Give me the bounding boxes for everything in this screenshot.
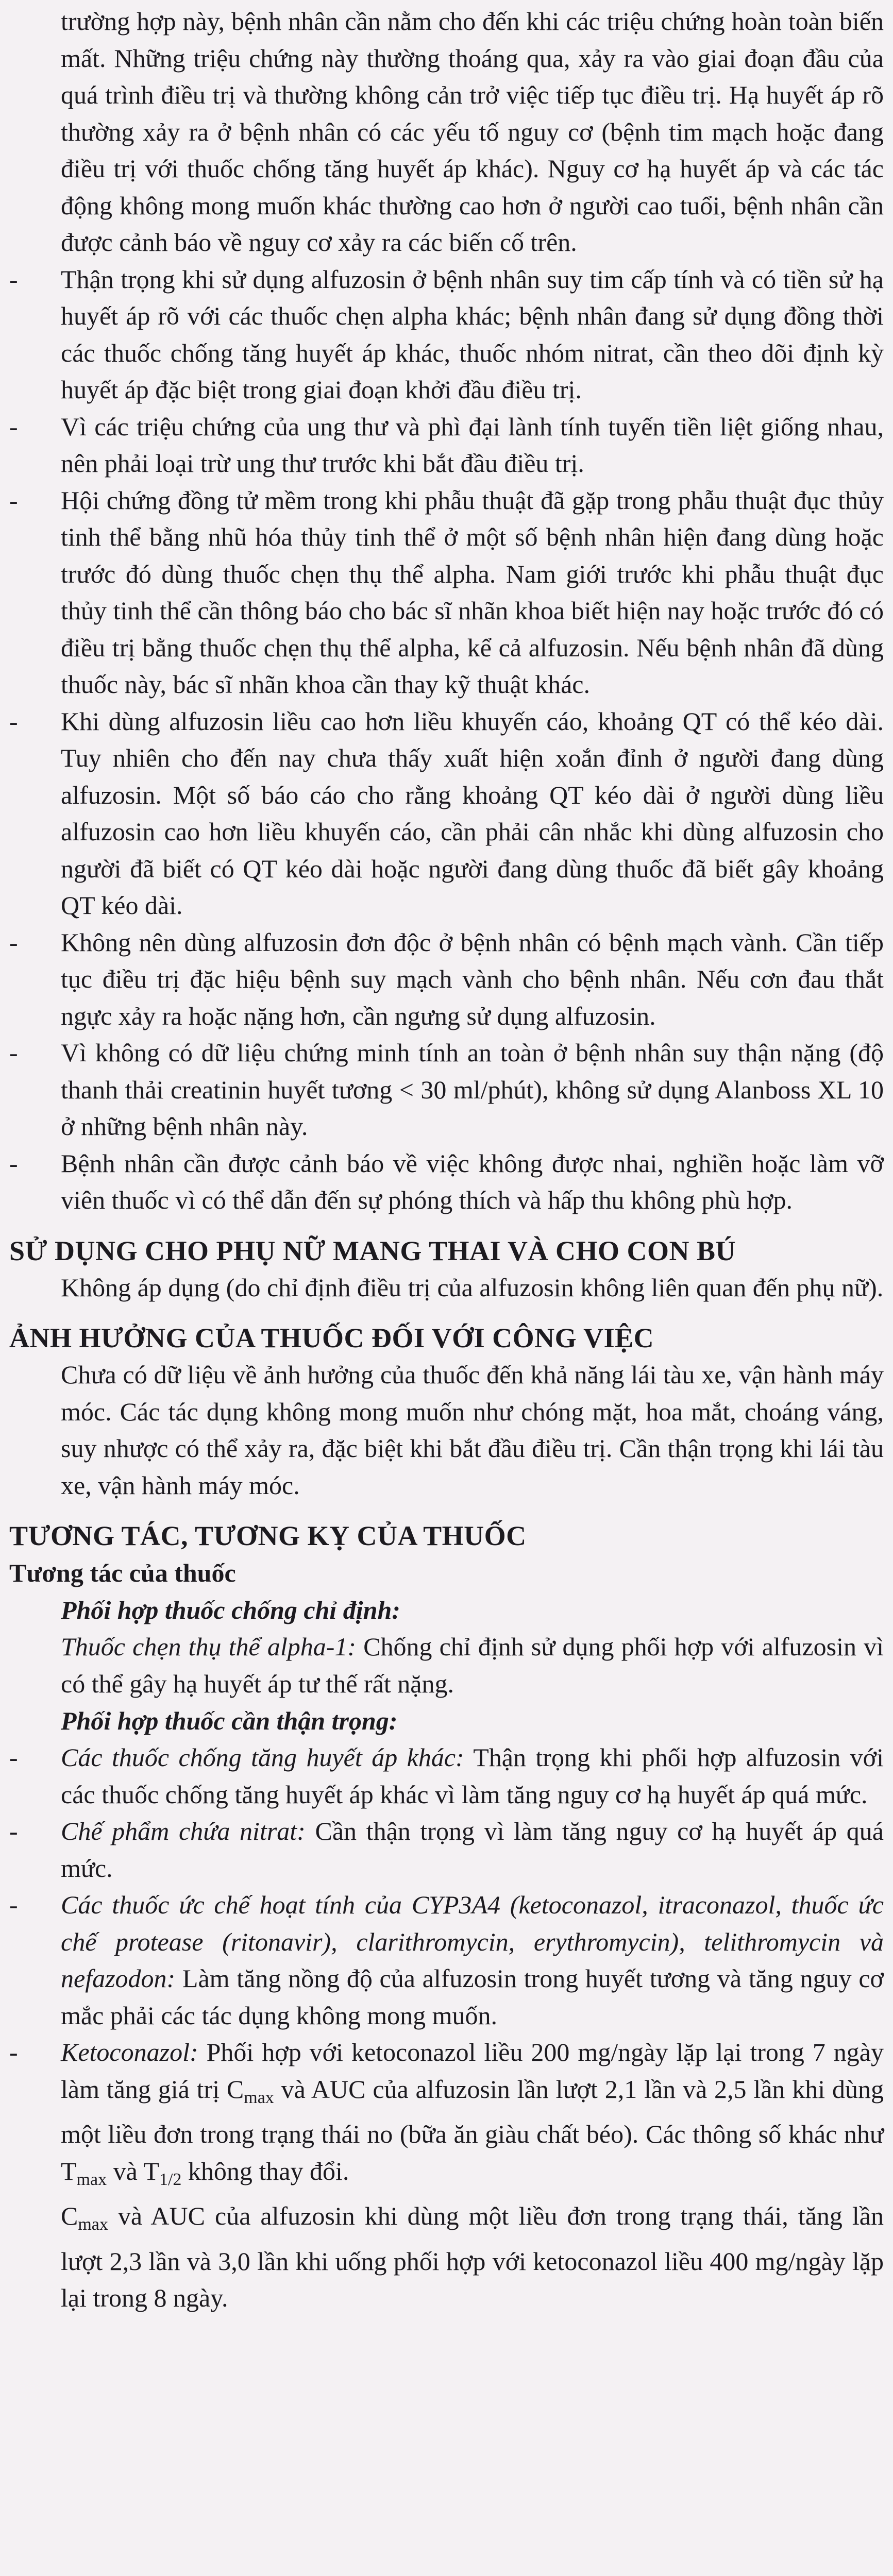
caution-label: Các thuốc chống tăng huyết áp khác: bbox=[61, 1743, 464, 1772]
caution-label: Các thuốc ức chế hoạt tính của CYP3A4 (ketoconazol, itraconazol, thuốc ức chế protease (ritonavir), clarithromycin, erythromycin), telithromycin và nefazodon: bbox=[61, 1890, 884, 1993]
precaution-text: Không nên dùng alfuzosin đơn độc ở bệnh nhân có bệnh mạch vành. Cần tiếp tục điều trị đặc hiệu bệnh suy mạch vành cho bệnh nhân. Nếu cơn đau thắt ngực xảy ra hoặc nặng hơn, cần ngưng sử dụng alfuzosin. bbox=[61, 927, 884, 1030]
pregnancy-text: Không áp dụng (do chỉ định điều trị của alfuzosin không liên quan đến phụ nữ). bbox=[61, 1273, 884, 1302]
list-item bbox=[9, 261, 884, 409]
precaution-text: Bệnh nhân cần được cảnh báo về việc không được nhai, nghiền hoặc làm vỡ viên thuốc vì có thể dẫn đến sự phóng thích và hấp thu không phù hợp. bbox=[61, 1148, 884, 1214]
contraindicated-text: Chống chỉ định sử dụng phối hợp với alfuzosin vì có thể gây hạ huyết áp tư thế rất nặng. bbox=[61, 1632, 884, 1698]
bullet-dash: - bbox=[9, 412, 18, 441]
ketoconazol-label: Ketoconazol: bbox=[61, 2038, 198, 2066]
bullet-dash: - bbox=[9, 1148, 18, 1178]
list-item bbox=[9, 1887, 884, 2034]
cmax-letter: C bbox=[61, 2201, 78, 2230]
list-item bbox=[9, 409, 884, 482]
list-item bbox=[9, 924, 884, 1035]
bullet-dash: - bbox=[9, 264, 18, 294]
precautions-list bbox=[9, 261, 884, 1219]
caution-text: Làm tăng nồng độ của alfuzosin trong huyết tương và tăng nguy cơ mắc phải các tác dụng không mong muốn. bbox=[61, 1964, 884, 2030]
interactions-heading: TƯƠNG TÁC, TƯƠNG KỴ CỦA THUỐC bbox=[9, 1520, 527, 1551]
interactions-subheading: Tương tác của thuốc bbox=[9, 1558, 236, 1587]
bullet-dash: - bbox=[9, 2038, 18, 2066]
driving-heading: ẢNH HƯỞNG CỦA THUỐC ĐỐI VỚI CÔNG VIỆC bbox=[9, 1323, 654, 1353]
intro-paragraph: trường hợp này, bệnh nhân cần nằm cho đến khi các triệu chứng hoàn toàn biến mất. Những triệu chứng này thường thoáng qua, xảy ra vào giai đoạn đầu của quá trình điều trị và thường không cản trở việc tiếp tục điều trị. Hạ huyết áp rõ thường xảy ra ở bệnh nhân có các yếu tố nguy cơ (bệnh tim mạch hoặc đang điều trị với thuốc chống tăng huyết áp khác). Nguy cơ hạ huyết áp và các tác động không mong muốn khác thường cao hơn ở người cao tuổi, bệnh nhân cần được cảnh báo về nguy cơ xảy ra các biến cố trên. bbox=[61, 7, 884, 257]
keto-text-2: và AUC của alfuzosin lần lượt 2,1 lần và 2,5 lần khi dùng một liều đơn trong trạng thái no (bữa ăn giàu chất béo). Các thông số khác như T bbox=[61, 2074, 884, 2185]
list-item bbox=[9, 2034, 884, 2198]
caution-text: Thận trọng khi phối hợp alfuzosin với các thuốc chống tăng huyết áp khác vì làm tăng nguy cơ hạ huyết áp quá mức. bbox=[61, 1743, 884, 1809]
thalf-subscript: 1/2 bbox=[159, 2170, 182, 2189]
bullet-dash: - bbox=[9, 485, 18, 515]
keto-continuation bbox=[9, 2198, 884, 2317]
list-item bbox=[9, 1739, 884, 1813]
precaution-text: Thận trọng khi sử dụng alfuzosin ở bệnh nhân suy tim cấp tính và có tiền sử hạ huyết áp rõ với các thuốc chẹn alpha khác; bệnh nhân đang sử dụng đồng thời các thuốc chống tăng huyết áp khác, thuốc nhóm nitrat, cần theo dõi định kỳ huyết áp đặc biệt trong giai đoạn khởi đầu điều trị. bbox=[61, 264, 884, 404]
bullet-dash: - bbox=[9, 1890, 18, 1919]
keto-text-4: không thay đổi. bbox=[181, 2156, 349, 2185]
bullet-dash: - bbox=[9, 1038, 18, 1067]
caution-text: Cần thận trọng vì làm tăng nguy cơ hạ huyết áp quá mức. bbox=[61, 1817, 884, 1883]
caution-label: Chế phẩm chứa nitrat: bbox=[61, 1817, 306, 1845]
tmax-subscript: max bbox=[76, 2170, 107, 2189]
contraindicated-label: Thuốc chẹn thụ thể alpha-1: bbox=[61, 1632, 357, 1661]
contraindicated-title: Phối hợp thuốc chống chỉ định: bbox=[61, 1596, 400, 1624]
list-item bbox=[9, 1813, 884, 1887]
ketoconazol-item bbox=[61, 2034, 884, 2198]
precaution-text: Hội chứng đồng tử mềm trong khi phẫu thuật đã gặp trong phẫu thuật đục thủy tinh thể bằng nhũ hóa thủy tinh thể ở một số bệnh nhân hiện đang dùng hoặc trước đó dùng thuốc chẹn thụ thể alpha. Nam giới trước khi phẫu thuật đục thủy tinh thể cần thông báo cho bác sĩ nhãn khoa biết hiện nay hoặc trước đó có điều trị bằng thuốc chẹn thụ thể alpha, kể cả alfuzosin. Nếu bệnh nhân đã dùng thuốc này, bác sĩ nhãn khoa cần thay kỹ thuật khác. bbox=[61, 485, 884, 699]
keto-text-3: và T bbox=[107, 2156, 159, 2185]
precaution-text: Khi dùng alfuzosin liều cao hơn liều khuyến cáo, khoảng QT có thể kéo dài. Tuy nhiên cho đến nay chưa thấy xuất hiện xoắn đỉnh ở người đang dùng alfuzosin. Một số báo cáo cho rằng khoảng QT kéo dài ở người dùng liều alfuzosin cao hơn liều khuyến cáo, cần phải cân nhắc khi dùng alfuzosin cho người đã biết có QT kéo dài hoặc người đang dùng thuốc đã biết gây khoảng QT kéo dài. bbox=[61, 706, 884, 920]
caution-item bbox=[61, 1887, 884, 2034]
keto-text-1: Phối hợp với ketoconazol liều 200 mg/ngày lặp lại trong 7 ngày làm tăng giá trị C bbox=[61, 2038, 884, 2104]
caution-title: Phối hợp thuốc cần thận trọng: bbox=[61, 1706, 398, 1735]
bullet-dash: - bbox=[9, 706, 18, 736]
bullet-dash: - bbox=[9, 1743, 18, 1772]
cmax-subscript: max bbox=[78, 2215, 108, 2234]
contraindicated-paragraph bbox=[9, 1629, 884, 1702]
cmax-subscript: max bbox=[244, 2088, 274, 2107]
list-item bbox=[9, 482, 884, 703]
list-item bbox=[9, 1035, 884, 1145]
keto-continuation-text: và AUC của alfuzosin khi dùng một liều đơn trong trạng thái, tăng lần lượt 2,3 lần và 3,0 lần khi uống phối hợp với ketoconazol liều 400 mg/ngày lặp lại trong 8 ngày. bbox=[61, 2201, 884, 2312]
list-item bbox=[9, 703, 884, 924]
precaution-text: Vì không có dữ liệu chứng minh tính an toàn ở bệnh nhân suy thận nặng (độ thanh thải creatinin huyết tương < 30 ml/phút), không sử dụng Alanboss XL 10 ở những bệnh nhân này. bbox=[61, 1038, 884, 1141]
pregnancy-heading: SỬ DỤNG CHO PHỤ NỮ MANG THAI VÀ CHO CON BÚ bbox=[9, 1235, 736, 1266]
caution-item bbox=[61, 1813, 884, 1887]
caution-item bbox=[61, 1739, 884, 1813]
list-item bbox=[9, 1145, 884, 1219]
caution-list bbox=[9, 1739, 884, 2198]
driving-text: Chưa có dữ liệu về ảnh hưởng của thuốc đến khả năng lái tàu xe, vận hành máy móc. Các tác dụng không mong muốn như chóng mặt, hoa mắt, choáng váng, suy nhược có thể xảy ra, đặc biệt khi bắt đầu điều trị. Cần thận trọng khi lái tàu xe, vận hành máy móc. bbox=[61, 1360, 884, 1500]
bullet-dash: - bbox=[9, 927, 18, 957]
bullet-dash: - bbox=[9, 1817, 18, 1845]
precaution-text: Vì các triệu chứng của ung thư và phì đại lành tính tuyến tiền liệt giống nhau, nên phải loại trừ ung thư trước khi bắt đầu điều trị. bbox=[61, 412, 884, 478]
